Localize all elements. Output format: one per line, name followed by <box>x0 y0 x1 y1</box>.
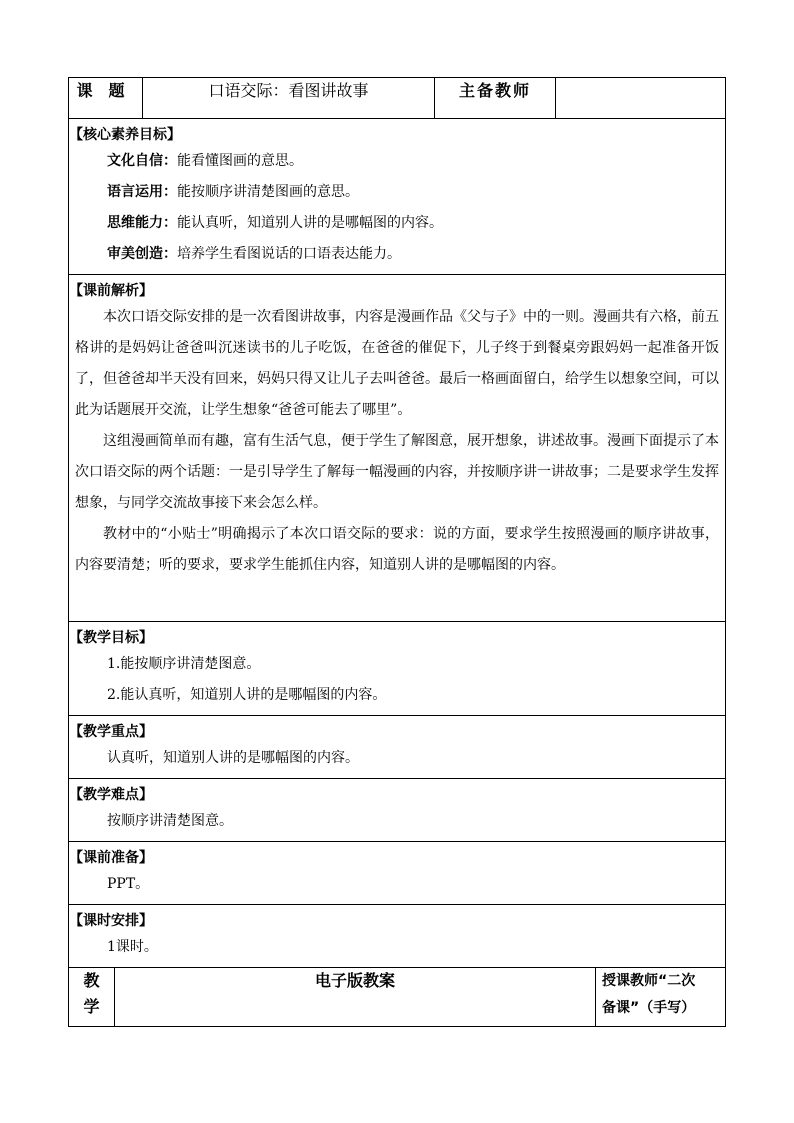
footer-row <box>69 968 726 1027</box>
topic-value: 口语交际：看图讲故事 <box>143 78 435 119</box>
preparation-row <box>69 842 726 905</box>
schedule-title: 【课时安排】 <box>69 913 153 929</box>
preparation-title: 【课前准备】 <box>69 850 153 866</box>
teaching-goal-item: 1.能按顺序讲清楚图意。 <box>107 656 261 672</box>
difficulties-section <box>69 779 726 842</box>
difficulties-row <box>69 779 726 842</box>
key-points-title: 【教学重点】 <box>69 724 153 740</box>
core-goal-item: 审美创造：培养学生看图说话的口语表达能力。 <box>107 246 401 262</box>
teaching-goals-row <box>69 622 726 716</box>
key-points-section <box>69 716 726 779</box>
header-row <box>69 78 726 119</box>
schedule-section <box>69 905 726 968</box>
key-points-row <box>69 716 726 779</box>
analysis-row <box>69 275 726 622</box>
difficulties-title: 【教学难点】 <box>69 787 153 803</box>
teaching-column-label: 教 学 <box>69 968 115 1027</box>
core-goals-section <box>69 119 726 275</box>
teaching-goal-item: 2.能认真听，知道别人讲的是哪幅图的内容。 <box>107 687 387 703</box>
schedule-row <box>69 905 726 968</box>
preparation-text: PPT。 <box>107 876 150 892</box>
core-goals-title: 【核心素养目标】 <box>69 127 181 143</box>
teacher-label: 主备教师 <box>435 78 556 119</box>
analysis-paragraph: 教材中的“小贴士”明确揭示了本次口语交际的要求：说的方面，要求学生按照漫画的顺序讲故事，内容要清楚；听的要求，要求学生能抓住内容，知道别人讲的是哪幅图的内容。 <box>75 526 720 573</box>
schedule-text: 1课时。 <box>107 939 158 955</box>
difficulties-text: 按顺序讲清楚图意。 <box>107 813 233 829</box>
analysis-paragraph: 本次口语交际安排的是一次看图讲故事，内容是漫画作品《父与子》中的一则。漫画共有六格，前五格讲的是妈妈让爸爸叫沉迷读书的儿子吃饭，在爸爸的催促下，儿子终于到餐桌旁跟妈妈一起准备开饭了，但爸爸却半天没有回来，妈妈只得又让儿子去叫爸爸。最后一格画面留白，给学生以想象空间，可以此为话题展开交流，让学生想象“爸爸可能去了哪里”。 <box>75 309 720 418</box>
core-goal-item: 文化自信：能看懂图画的意思。 <box>107 153 303 169</box>
preparation-section <box>69 842 726 905</box>
lesson-plan-table <box>68 77 726 1027</box>
teacher-value <box>556 78 726 119</box>
analysis-title: 【课前解析】 <box>69 283 153 299</box>
topic-label: 课题 <box>69 78 143 119</box>
core-goals-row <box>69 119 726 275</box>
analysis-section <box>69 275 726 622</box>
key-points-text: 认真听，知道别人讲的是哪幅图的内容。 <box>107 750 359 766</box>
teaching-goals-title: 【教学目标】 <box>69 630 153 646</box>
electronic-plan-label: 电子版教案 <box>115 968 596 1027</box>
lesson-plan-page <box>68 77 725 1027</box>
analysis-paragraph: 这组漫画简单而有趣，富有生活气息，便于学生了解图意，展开想象，讲述故事。漫画下面提示了本次口语交际的两个话题：一是引导学生了解每一幅漫画的内容，并按顺序讲一讲故事；二是要求学生发挥想象，与同学交流故事接下来会怎么样。 <box>75 433 720 511</box>
second-preparation-label: 授课教师“二次 备课”（手写） <box>596 968 726 1027</box>
core-goal-item: 语言运用：能按顺序讲清楚图画的意思。 <box>107 184 359 200</box>
teaching-goals-section <box>69 622 726 716</box>
core-goal-item: 思维能力：能认真听，知道别人讲的是哪幅图的内容。 <box>107 215 443 231</box>
